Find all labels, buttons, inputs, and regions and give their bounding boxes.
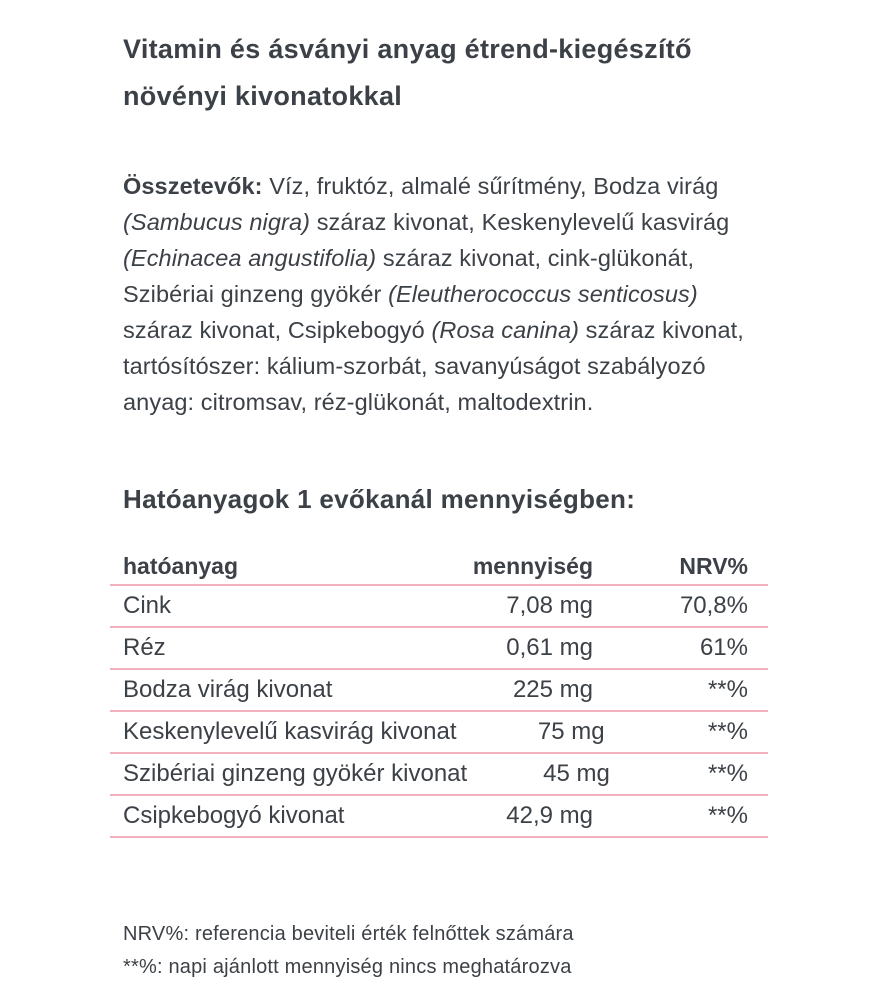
ingredients-text: száraz kivonat, Csipkebogyó (123, 317, 432, 343)
row-nrv: **% (707, 718, 748, 745)
ingredients-line (123, 384, 770, 420)
ingredients-line (123, 240, 770, 276)
row-name: Csipkebogyó kivonat (123, 802, 345, 829)
latin-name: (Echinacea angustifolia) (123, 245, 377, 271)
row-amount: 45 mg (543, 760, 610, 787)
table-row (110, 712, 768, 754)
page-title-line-1: Vitamin és ásványi anyag étrend-kiegészítő (123, 34, 692, 64)
row-nrv: 70,8% (679, 592, 748, 619)
row-amount: 225 mg (512, 676, 593, 703)
row-nrv: **% (707, 760, 748, 787)
row-nrv: **% (707, 802, 748, 829)
column-header-amount: mennyiség (472, 553, 593, 579)
ingredients-text: száraz kivonat, (579, 317, 744, 343)
row-amount: 7,08 mg (506, 592, 593, 619)
footnote-asterisk: **%: napi ajánlott mennyiség nincs meghatározva (123, 956, 572, 978)
row-name: Szibériai ginzeng gyökér kivonat (123, 760, 468, 787)
row-name: Keskenylevelű kasvirág kivonat (123, 718, 457, 745)
ingredients-label: Összetevők: (123, 173, 263, 199)
ingredients-text: anyag: citromsav, réz-glükonát, maltodextrin. (123, 389, 594, 415)
row-name: Bodza virág kivonat (123, 676, 333, 703)
row-amount: 75 mg (537, 718, 605, 745)
page-title-line-2: növényi kivonatokkal (123, 81, 403, 111)
table-row (110, 670, 768, 712)
latin-name: (Eleutherococcus senticosus) (388, 281, 698, 307)
ingredients-line (123, 168, 770, 204)
ingredients-text: Szibériai ginzeng gyökér (123, 281, 389, 307)
table-header-row (110, 549, 768, 586)
table-row (110, 586, 768, 628)
ingredients-paragraph (110, 168, 770, 420)
actives-table (110, 549, 768, 838)
row-name: Réz (123, 634, 166, 661)
table-row (110, 628, 768, 670)
latin-name: (Rosa canina) (431, 317, 580, 343)
row-nrv: **% (707, 676, 748, 703)
label-content (110, 26, 770, 984)
row-amount: 0,61 mg (506, 634, 593, 661)
latin-name: (Sambucus nigra) (123, 209, 311, 235)
ingredients-text: tartósítószer: kálium-szorbát, savanyúságot szabályozó (123, 353, 706, 379)
ingredients-line (123, 312, 770, 348)
row-amount: 42,9 mg (506, 802, 593, 829)
actives-heading: Hatóanyagok 1 evőkanál mennyiségben: (123, 484, 636, 514)
ingredients-line (123, 276, 770, 312)
column-header-name: hatóanyag (123, 553, 239, 579)
page-title (110, 26, 770, 120)
ingredients-line (123, 204, 770, 240)
ingredients-text: száraz kivonat, Keskenylevelű kasvirág (310, 209, 730, 235)
footnote-nrv: NRV%: referencia beviteli érték felnőttek számára (123, 923, 574, 945)
column-header-nrv: NRV% (679, 553, 748, 579)
footnotes (110, 918, 770, 984)
row-name: Cink (123, 592, 172, 619)
ingredients-line (123, 348, 770, 384)
ingredients-text: száraz kivonat, cink-glükonát, (376, 245, 695, 271)
table-row (110, 754, 768, 796)
table-row (110, 796, 768, 838)
ingredients-text: Víz, fruktóz, almalé sűrítmény, Bodza virág (262, 173, 719, 199)
row-nrv: 61% (699, 634, 748, 661)
